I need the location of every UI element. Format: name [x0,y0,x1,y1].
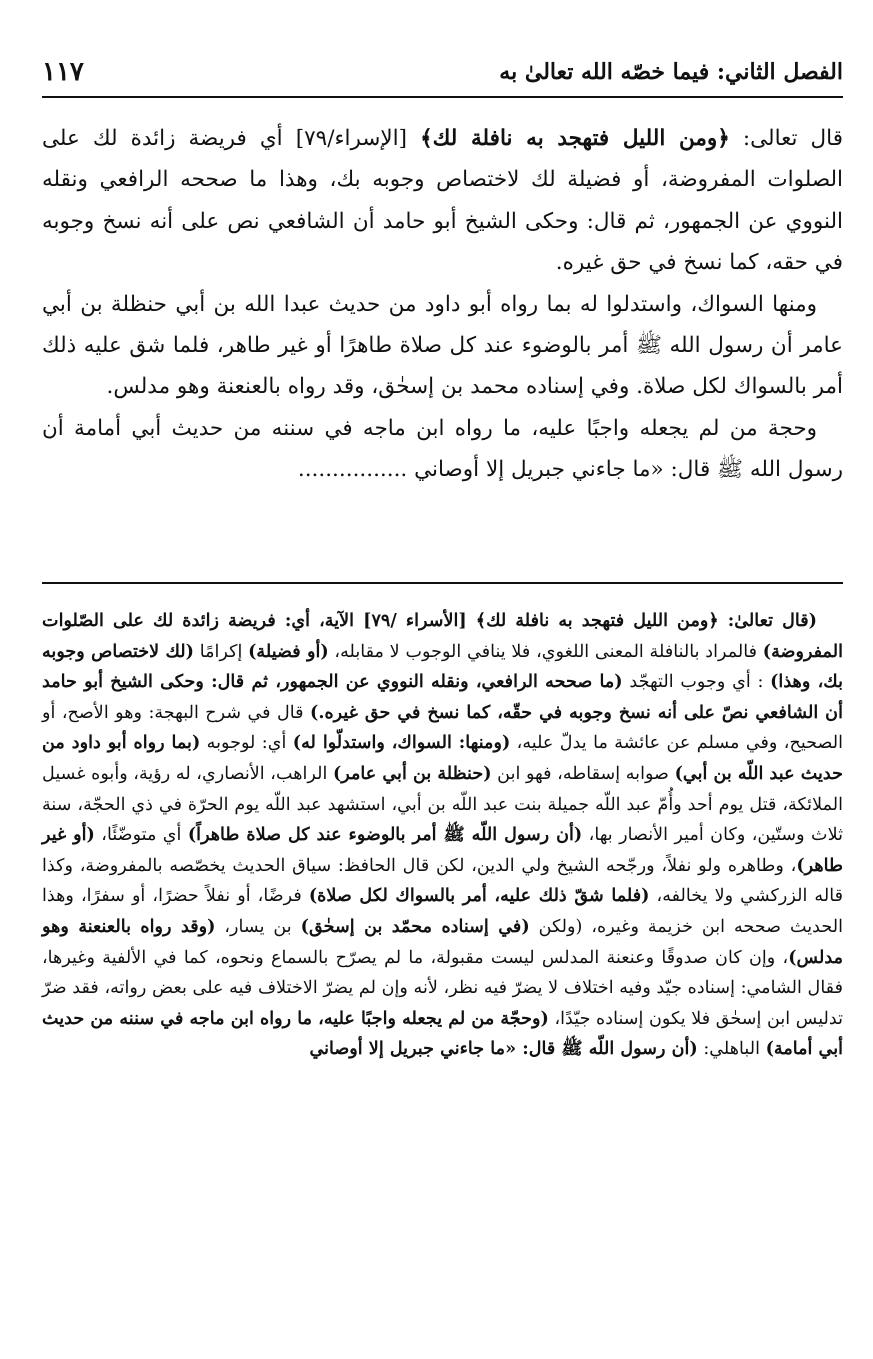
quoted-text: (لك لاختصاص وجوبه بك، وهذا) [42,640,843,693]
quran-verse: ﴿ومن الليل فتهجد به نافلة لك﴾ [الأسراء /٧٩] الآية، أي: فريضة زائدة لك على الصّلوات المفروضة) [42,610,843,662]
running-title: الفصل الثاني: فيما خصّه الله تعالىٰ به [499,59,843,85]
quoted-text: (وحجّة من لم يجعله واجبًا عليه، ما رواه ابن ماجه في سننه من حديث أبي أمامة) [42,1007,843,1060]
quoted-text: (أن رسول اللّه ﷺ أمر بالوضوء عند كل صلاة طاهراً) [187,824,583,846]
commentary-paragraph [42,606,843,1065]
text-span: الراهب، الأنصاري، له رؤية، وأبوه غسيل الملائكة، قتل يوم أحد وأُمّ عبد اللّه جميلة بنت عبد اللّه بن أبي، استشهد عبد اللّه يوم الحرّة في ذي الحجّة، سنة ثلاث وستّين، وكان أمير الأنصار بها، [42,763,843,846]
text-span: قال تعالى: [729,126,843,151]
text-span: أي: لوجوبه [200,733,293,754]
text-span: الباهلي: [697,1039,766,1060]
text-span: قال في شرح البهجة: وهو الأصح، أو الصحيح، وفي مسلم عن عائشة ما يدلّ عليه، [42,702,844,754]
text-span: [الإسراء/٧٩] أي فريضة زائدة لك على الصلوات المفروضة، أو فضيلة لك لاختصاص وجوبه بك، وهذا ما صححه الرافعي ونقله النووي عن الجمهور، ثم قال: وحكى الشيخ أبو حامد أن الشافعي نص على أنه نسخ وجوبه في حقه، كما نسخ في حق غيره. [42,126,843,276]
text-span: بن يسار، [215,916,301,937]
text-span: : أي وجوب التهجّد [622,672,771,693]
quoted-text: (بما رواه أبو داود من حديث عبد اللّه بن أبي) [42,732,843,784]
main-text [42,118,843,491]
section-divider [42,582,843,584]
quoted-text: (أو غير طاهر) [42,824,843,876]
quran-verse: ﴿ومن الليل فتهجد به نافلة لك﴾ [420,126,730,151]
quoted-text: (فلما شقّ ذلك عليه، أمر بالسواك لكل صلاة) [308,885,650,907]
text-span: إكرامًا [193,641,249,662]
quoted-text: (في إسناده محمّد بن إسحٰق) [300,915,530,937]
text-span: فالمراد بالنافلة المعنى اللغوي، فلا ينافي الوجوب لا مقابله، [328,641,763,662]
main-paragraph-2: ومنها السواك، واستدلوا له بما رواه أبو داود من حديث عبدا الله بن أبي حنظلة بن أبي عامر أن رسول الله ﷺ أمر بالوضوء عند كل صلاة طاهرًا أو غير طاهر، فلما شق عليه ذلك أمر بالسواك لكل صلاة. وفي إسناده محمد بن إسحٰق، وقد رواه بالعنعنة وهو مدلس. [42,291,843,400]
quoted-text: (ومنها: السواك، واستدلّوا له) [292,732,511,754]
text-span: ، وإن كان صدوقًا وعنعنة المدلس ليست مقبولة، ما لم يصرّح بالسماع ونحوه، كما في الألفية وغيرها، فقال الشامي: إسناده جيّد وفيه اختلاف لا يضرّ فيه نظر، لأنه وإن لم يضرّ الاختلاف فيه على بعض رواته، فقد ضرّ تدليس ابن إسحٰق فلا يكون إسناده جيّدًا، [42,947,843,1029]
quoted-text: (أن رسول اللّه ﷺ قال: «ما جاءني جبريل إلا أوصاني [309,1038,698,1060]
text-span: أي متوضّئًا، [94,825,188,846]
text-span: صوابه إسقاطه، فهو ابن [491,763,675,784]
quoted-text: (وقد رواه بالعنعنة وهو مدلس) [42,915,843,968]
page-header [42,52,843,98]
page-number: ١١٧ [42,57,84,87]
quoted-text: (أو فضيلة) [248,640,329,662]
quoted-text: (قال تعالىٰ: [718,610,817,631]
text-span: فرضًا، أو نفلاً حضرًا، أو سفرًا، وهذا الحديث صححه ابن خزيمة وغيره، (ولكن [42,886,843,937]
quoted-text: (حنظلة بن أبي عامر) [332,762,492,784]
main-paragraph-3: وحجة من لم يجعله واجبًا عليه، ما رواه ابن ماجه في سننه من حديث أبي أمامة أن رسول الله ﷺ قال: «ما جاءني جبريل إلا أوصاني ................ [42,415,843,483]
text-span: ، وطاهره ولو نفلاً، ورجّحه الشيخ ولي الدين، لكن قال الحافظ: سياق الحديث يخصّصه بالمفروضة، وكذا قاله الزركشي ولا يخالفه، [42,855,843,907]
main-paragraph-1 [42,118,843,284]
commentary-text [42,606,843,1065]
quoted-text: (ما صححه الرافعي، ونقله النووي عن الجمهور، ثم قال: وحكى الشيخ أبو حامد أن الشافعي نصّ على أنه نسخ وجوبه في حقّه، كما نسخ في حق غيره.) [42,671,843,723]
